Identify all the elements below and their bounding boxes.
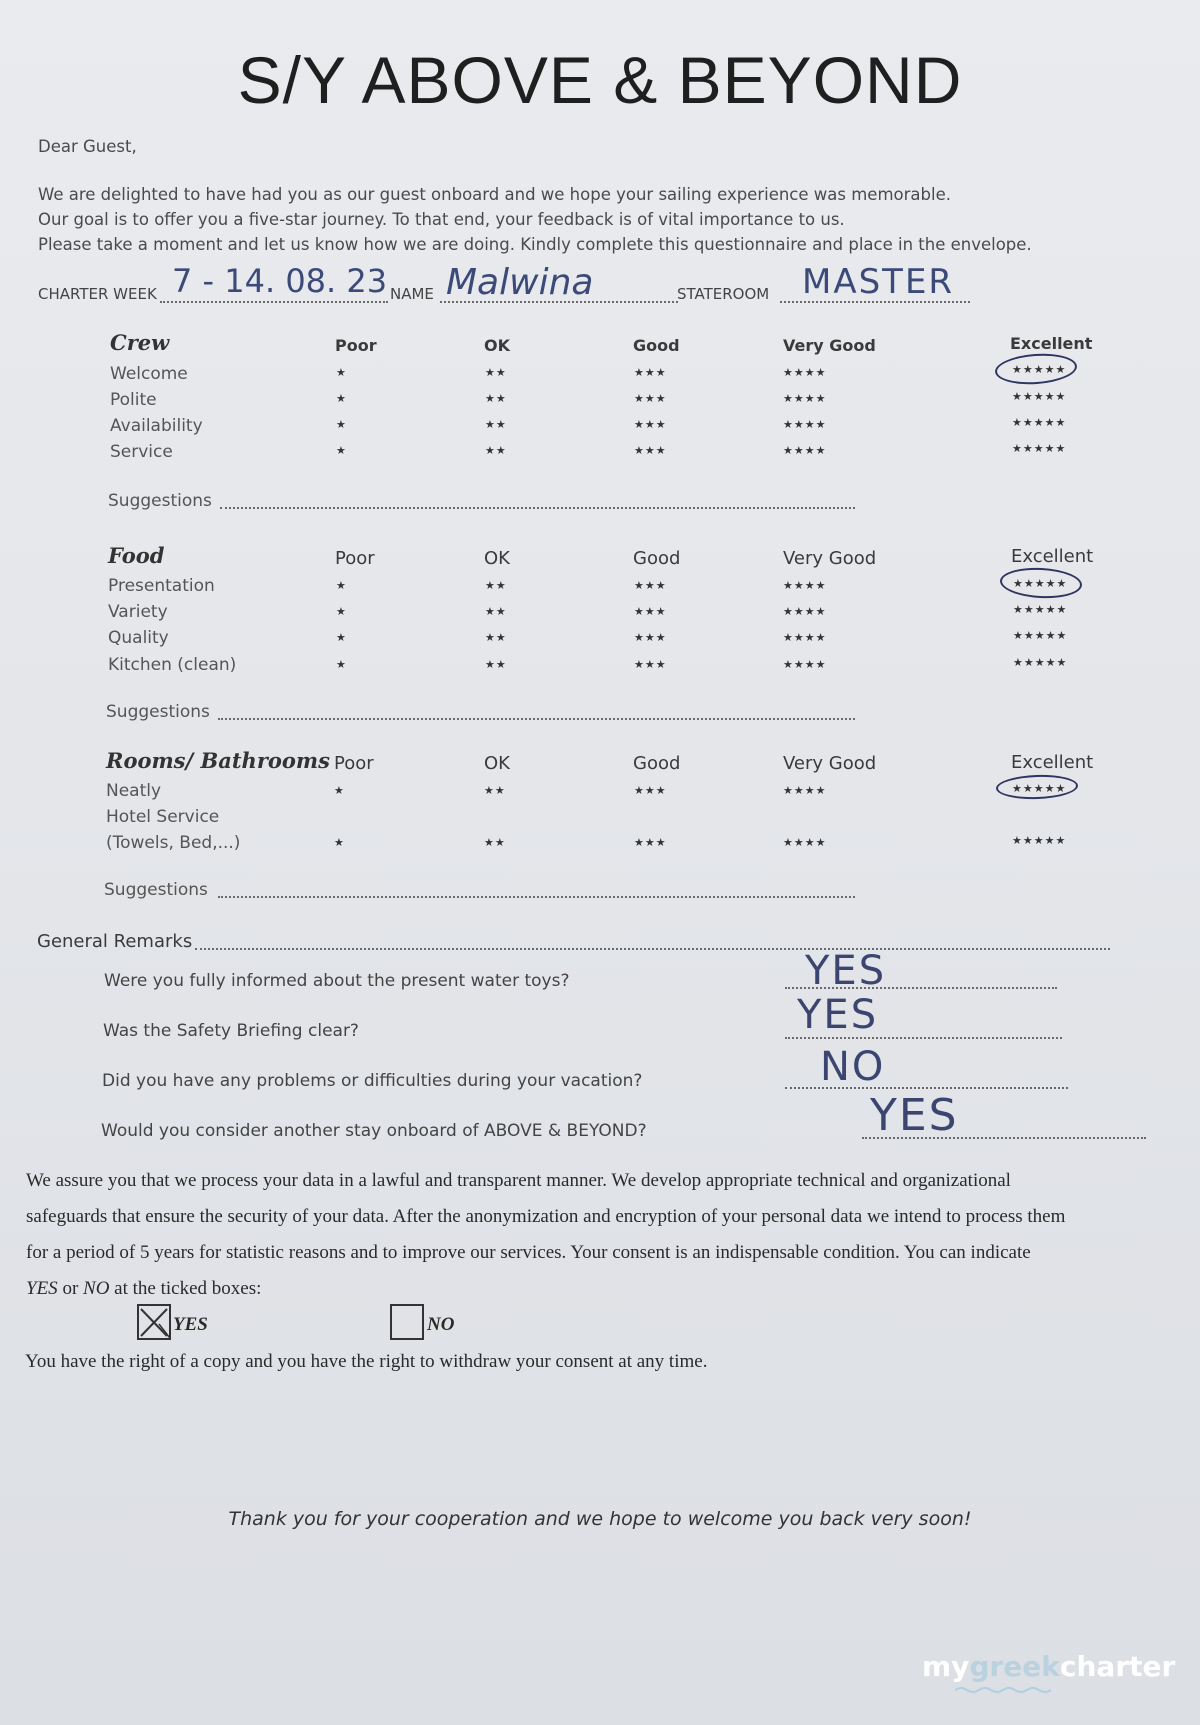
question-text: Were you fully informed about the present water toys? (104, 971, 570, 991)
rooms-col-good: Good (633, 753, 681, 774)
star-ok[interactable]: ★★ (485, 418, 507, 431)
star-ok[interactable]: ★★ (485, 658, 507, 671)
food-row-label: Kitchen (clean) (108, 655, 237, 675)
star-ok[interactable]: ★★ (485, 444, 507, 457)
crew-col-poor: Poor (335, 336, 377, 355)
general-remarks-line[interactable] (195, 948, 1110, 950)
privacy-yes-word: YES (26, 1278, 58, 1299)
star-ok[interactable]: ★★ (484, 836, 506, 849)
food-col-excellent: Excellent (1011, 546, 1094, 567)
star-excellent[interactable]: ★★★★★ (1012, 363, 1067, 376)
crew-suggestions-line[interactable] (220, 507, 855, 509)
star-good[interactable]: ★★★ (634, 366, 667, 379)
question-text: Was the Safety Briefing clear? (103, 1021, 359, 1041)
thanks-text: Thank you for your cooperation and we hope to welcome you back very soon! (228, 1508, 972, 1530)
star-very-good[interactable]: ★★★★ (783, 366, 827, 379)
star-poor[interactable]: ★ (336, 418, 347, 431)
rooms-col-ok: OK (484, 753, 510, 774)
food-suggestions-line[interactable] (218, 718, 855, 720)
crew-suggestions-label: Suggestions (108, 491, 212, 511)
star-ok[interactable]: ★★ (485, 392, 507, 405)
star-very-good[interactable]: ★★★★ (783, 631, 827, 644)
food-col-ok: OK (484, 548, 510, 569)
rooms-row-label: (Towels, Bed,...) (106, 833, 241, 853)
mygreekcharter-logo (922, 1650, 1175, 1683)
food-title: Food (108, 543, 165, 568)
logo-wave-icon (955, 1686, 1055, 1694)
stateroom-label: STATEROOM (677, 285, 770, 303)
star-poor[interactable]: ★ (336, 631, 347, 644)
star-very-good[interactable]: ★★★★ (783, 605, 827, 618)
rooms-col-poor: Poor (334, 753, 374, 774)
selected-circle (999, 566, 1082, 600)
star-excellent[interactable]: ★★★★★ (1013, 577, 1068, 590)
star-excellent[interactable]: ★★★★★ (1012, 416, 1067, 429)
crew-col-ok: OK (484, 336, 510, 355)
privacy-ticked-text: at the ticked boxes: (109, 1278, 262, 1299)
star-very-good[interactable]: ★★★★ (783, 784, 827, 797)
star-good[interactable]: ★★★ (634, 784, 667, 797)
star-ok[interactable]: ★★ (485, 631, 507, 644)
selected-circle (994, 351, 1078, 387)
food-col-very-good: Very Good (783, 548, 877, 569)
privacy-no-word: NO (83, 1278, 110, 1299)
greeting: Dear Guest, (38, 137, 137, 156)
rooms-col-excellent: Excellent (1011, 752, 1094, 773)
intro-line-2: Our goal is to offer you a five-star journey. To that end, your feedback is of vital importance to us. (38, 210, 845, 229)
star-excellent[interactable]: ★★★★★ (1013, 656, 1068, 669)
answer-text[interactable]: NO (820, 1044, 886, 1090)
logo-part-greek: greek (969, 1650, 1060, 1683)
star-poor[interactable]: ★ (336, 605, 347, 618)
crew-row-label: Polite (110, 390, 157, 410)
star-very-good[interactable]: ★★★★ (783, 579, 827, 592)
charter-week-value[interactable]: 7 - 14. 08. 23 (172, 262, 388, 300)
star-very-good[interactable]: ★★★★ (783, 418, 827, 431)
star-ok[interactable]: ★★ (485, 579, 507, 592)
charter-week-line (160, 301, 388, 303)
no-checkbox[interactable] (390, 1304, 424, 1340)
food-suggestions-label: Suggestions (106, 702, 210, 722)
logo-part-charter: charter (1059, 1650, 1176, 1683)
answer-text[interactable]: YES (870, 1090, 959, 1141)
crew-title: Crew (110, 330, 170, 355)
privacy-line-4 (26, 1278, 261, 1300)
star-excellent[interactable]: ★★★★★ (1013, 629, 1068, 642)
star-excellent[interactable]: ★★★★★ (1012, 390, 1067, 403)
star-good[interactable]: ★★★ (634, 658, 667, 671)
question-text: Would you consider another stay onboard of ABOVE & BEYOND? (101, 1121, 647, 1141)
name-value[interactable]: Malwina (446, 262, 594, 303)
stateroom-value[interactable]: MASTER (802, 262, 955, 302)
privacy-line-3: for a period of 5 years for statistic reasons and to improve our services. Your consent is an indispensable condition. You can indicate (26, 1242, 1031, 1263)
no-checkbox-label: NO (427, 1314, 455, 1335)
star-poor[interactable]: ★ (336, 579, 347, 592)
crew-row-label: Welcome (110, 364, 188, 384)
rooms-row-label: Hotel Service (106, 807, 220, 827)
charter-week-label: CHARTER WEEK (38, 285, 157, 303)
general-remarks-label: General Remarks (37, 931, 193, 952)
food-row-label: Variety (108, 602, 168, 622)
rooms-row-label: Neatly (106, 781, 162, 801)
star-very-good[interactable]: ★★★★ (783, 836, 827, 849)
star-good[interactable]: ★★★ (634, 605, 667, 618)
food-row-label: Quality (108, 628, 169, 648)
star-very-good[interactable]: ★★★★ (783, 658, 827, 671)
star-poor[interactable]: ★ (336, 658, 347, 671)
star-good[interactable]: ★★★ (634, 392, 667, 405)
rooms-suggestions-label: Suggestions (104, 880, 208, 900)
rooms-col-very-good: Very Good (783, 753, 877, 774)
star-poor[interactable]: ★ (334, 836, 345, 849)
crew-col-good: Good (633, 336, 680, 355)
star-good[interactable]: ★★★ (634, 444, 667, 457)
question-text: Did you have any problems or difficulties during your vacation? (102, 1071, 643, 1091)
yes-checkbox[interactable] (137, 1304, 171, 1340)
star-poor[interactable]: ★ (336, 444, 347, 457)
withdraw-text: You have the right of a copy and you have the right to withdraw your consent at any time. (25, 1351, 708, 1372)
privacy-or-word: or (57, 1278, 84, 1299)
crew-col-excellent: Excellent (1010, 334, 1093, 353)
food-col-good: Good (633, 548, 681, 569)
intro-line-1: We are delighted to have had you as our guest onboard and we hope your sailing experience was memorable. (38, 185, 951, 204)
star-ok[interactable]: ★★ (485, 366, 507, 379)
star-excellent[interactable]: ★★★★★ (1012, 782, 1067, 795)
star-excellent[interactable]: ★★★★★ (1012, 442, 1067, 455)
star-good[interactable]: ★★★ (634, 418, 667, 431)
rooms-title: Rooms/ Bathrooms (106, 748, 330, 773)
star-ok[interactable]: ★★ (484, 784, 506, 797)
check-x-icon (139, 1306, 169, 1338)
star-good[interactable]: ★★★ (634, 836, 667, 849)
crew-row-label: Availability (110, 416, 203, 436)
intro-line-3: Please take a moment and let us know how we are doing. Kindly complete this questionnaire and place in the envelope. (38, 235, 1032, 254)
selected-circle (996, 774, 1079, 801)
logo-part-my: my (922, 1650, 970, 1683)
star-good[interactable]: ★★★ (634, 631, 667, 644)
star-poor[interactable]: ★ (336, 392, 347, 405)
name-label: NAME (390, 285, 434, 303)
answer-text[interactable]: YES (805, 948, 887, 994)
yes-checkbox-label: YES (173, 1314, 208, 1335)
star-ok[interactable]: ★★ (485, 605, 507, 618)
privacy-line-1: We assure you that we process your data in a lawful and transparent manner. We develop appropriate technical and organizational (26, 1170, 1011, 1191)
star-very-good[interactable]: ★★★★ (783, 392, 827, 405)
star-very-good[interactable]: ★★★★ (783, 444, 827, 457)
star-excellent[interactable]: ★★★★★ (1012, 834, 1067, 847)
star-excellent[interactable]: ★★★★★ (1013, 603, 1068, 616)
crew-col-very-good: Very Good (783, 336, 876, 355)
food-col-poor: Poor (335, 548, 375, 569)
crew-row-label: Service (110, 442, 173, 462)
answer-text[interactable]: YES (797, 992, 879, 1038)
form-title: S/Y ABOVE & BEYOND (237, 43, 963, 117)
privacy-line-2: safeguards that ensure the security of your data. After the anonymization and encryption of your personal data we intend to process them (26, 1206, 1066, 1227)
food-row-label: Presentation (108, 576, 215, 596)
rooms-suggestions-line[interactable] (218, 896, 855, 898)
star-poor[interactable]: ★ (334, 784, 345, 797)
star-poor[interactable]: ★ (336, 366, 347, 379)
star-good[interactable]: ★★★ (634, 579, 667, 592)
